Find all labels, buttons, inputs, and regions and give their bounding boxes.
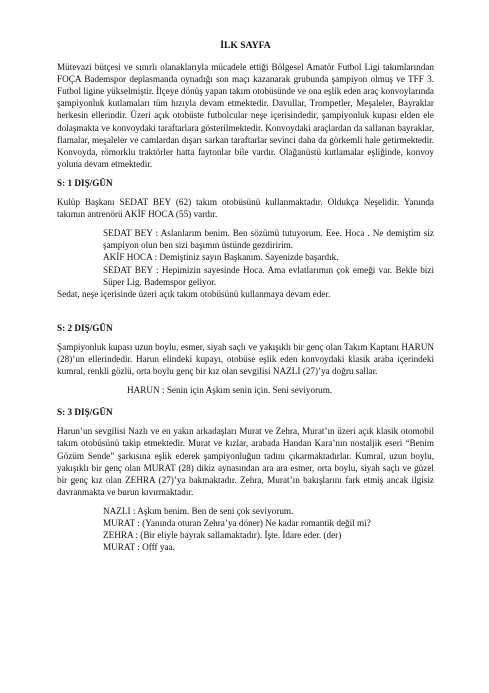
scene-3-dialogue-3: ZEHRA : (Bir eliyle bayrak sallamaktadır). İşte. İdare eder. (der): [103, 530, 342, 541]
scene-2-action: Şampiyonluk kupası uzun boylu, esmer, siyah saçlı ve yakışıklı bir genç olan Takım Kaptanı HARUN (28)’un ellerindedir. Harun elindeki kupayı, otobüse eşlik eden konvoydaki klasik araba içerindeki kumral, renkli gözlü, orta boylu genç bir kız olan sevgilisi NAZLI (27)’ya doğru sallar.: [57, 341, 434, 377]
scene-3-dialogue-2: MURAT : (Yanında oturan Zehra’ya döner) Ne kadar romantik değil mi?: [103, 518, 371, 528]
scene-1-dialogue-3: SEDAT BEY : Hepimizin sayesinde Hoca. Ama evlatlarımın çok emeği var. Bekle bizi Süper Lig. Bademspor geliyor.: [103, 264, 434, 287]
scene-1-dialogue-1: SEDAT BEY : Aslanlarım benim. Ben sözümü tutuyorum. Eee. Hoca . Ne demiştim siz şampiyon olun ben sizi başımın üstünde gezdiririm.: [103, 228, 434, 251]
page-title: İLK SAYFA: [220, 40, 271, 51]
scene-2-heading: S: 2 DIŞ/GÜN: [57, 322, 113, 333]
intro-paragraph: Mütevazi bütçesi ve sınırlı olanaklarıyla mücadele ettiği Bölgesel Amatör Futbol Ligi takımlarından FOÇA Bademspor deplasmanda oynadığı son maçı kazanarak grubunda şampiyon olmuş ve TFF 3. Futbol ligine yükselmiştir. İlçeye dönüş yapan takım otobüsünde ve ona eşlik eden araç konvoylarında şampiyonluk kutlamaları tüm hızıyla devam etmektedir. Davullar, Trompetler, Meşaleler, Bayraklar herkesin ellerindir. Üzeri açık otobüste futbolcular neşe içerisindedir, şampiyonluk kupası elden ele dolaşmakta ve konvoydaki taraftarlara gösterilmektedir. Konvoydaki araçlardan da sallanan bayraklar, flamalar, meşaleler ve camlardan dışarı sarkan taraftarlar sevinci daha da görkemli hale getirmektedir. Konvoyda, römorklu traktörler hatta faytonlar bile vardır. Olağanüstü kutlamalar eşliğinde, konvoy yoluna devam etmektedir.: [57, 62, 434, 169]
scene-1-heading: S: 1 DIŞ/GÜN: [57, 177, 113, 188]
scene-1-action: Kulüp Başkanı SEDAT BEY (62) takım otobüsünü kullanmaktadır. Oldukça Neşelidir. Yanında takımın antrenörü AKİF HOCA (55) vardır.: [57, 197, 434, 220]
scene-2-dialogue: HARUN : Senin için Aşkım senin için. Seni seviyorum.: [127, 385, 333, 396]
scene-3-dialogue-4: MURAT : Offf yaa.: [103, 542, 175, 553]
scene-3-action: Harun’un sevgilisi Nazlı ve en yakın arkadaşları Murat ve Zehra, Murat’ın üzeri açık klasik otomobil takım otobüsünü takip etmektedir. Murat ve kızlar, arabada Handan Kara’nın nostaljik eseri “Benim Gözüm Sende” şarkısına eşlik ederek şampiyonluğun tadını çıkarmaktadırlar. Kumral, uzun boylu, yakışıklı bir genç olan MURAT (28) dikiz aynasından ara ara esmer, orta boylu, siyah saçlı ve güzel bir genç kız olan ZEHRA (27)’ya bakmaktadır. Zehra, Murat’ın bakışlarını fark etmiş ancak ilgisiz davranmakta ve burun kıvırmaktadır.: [57, 426, 434, 497]
scene-3-dialogue-1: NAZLI : Aşkım benim. Ben de seni çok seviyorum.: [103, 505, 294, 516]
scene-1-closing: Sedat, neşe içerisinde üzeri açık takım otobüsünü kullanmaya devam eder.: [57, 288, 331, 299]
script-page: [57, 40, 434, 553]
scene-1-dialogue-2: AKİF HOCA : Demiştiniz sayın Başkanım. Sayenizde başardık.: [103, 252, 339, 263]
scene-3-heading: S: 3 DIŞ/GÜN: [57, 407, 113, 418]
